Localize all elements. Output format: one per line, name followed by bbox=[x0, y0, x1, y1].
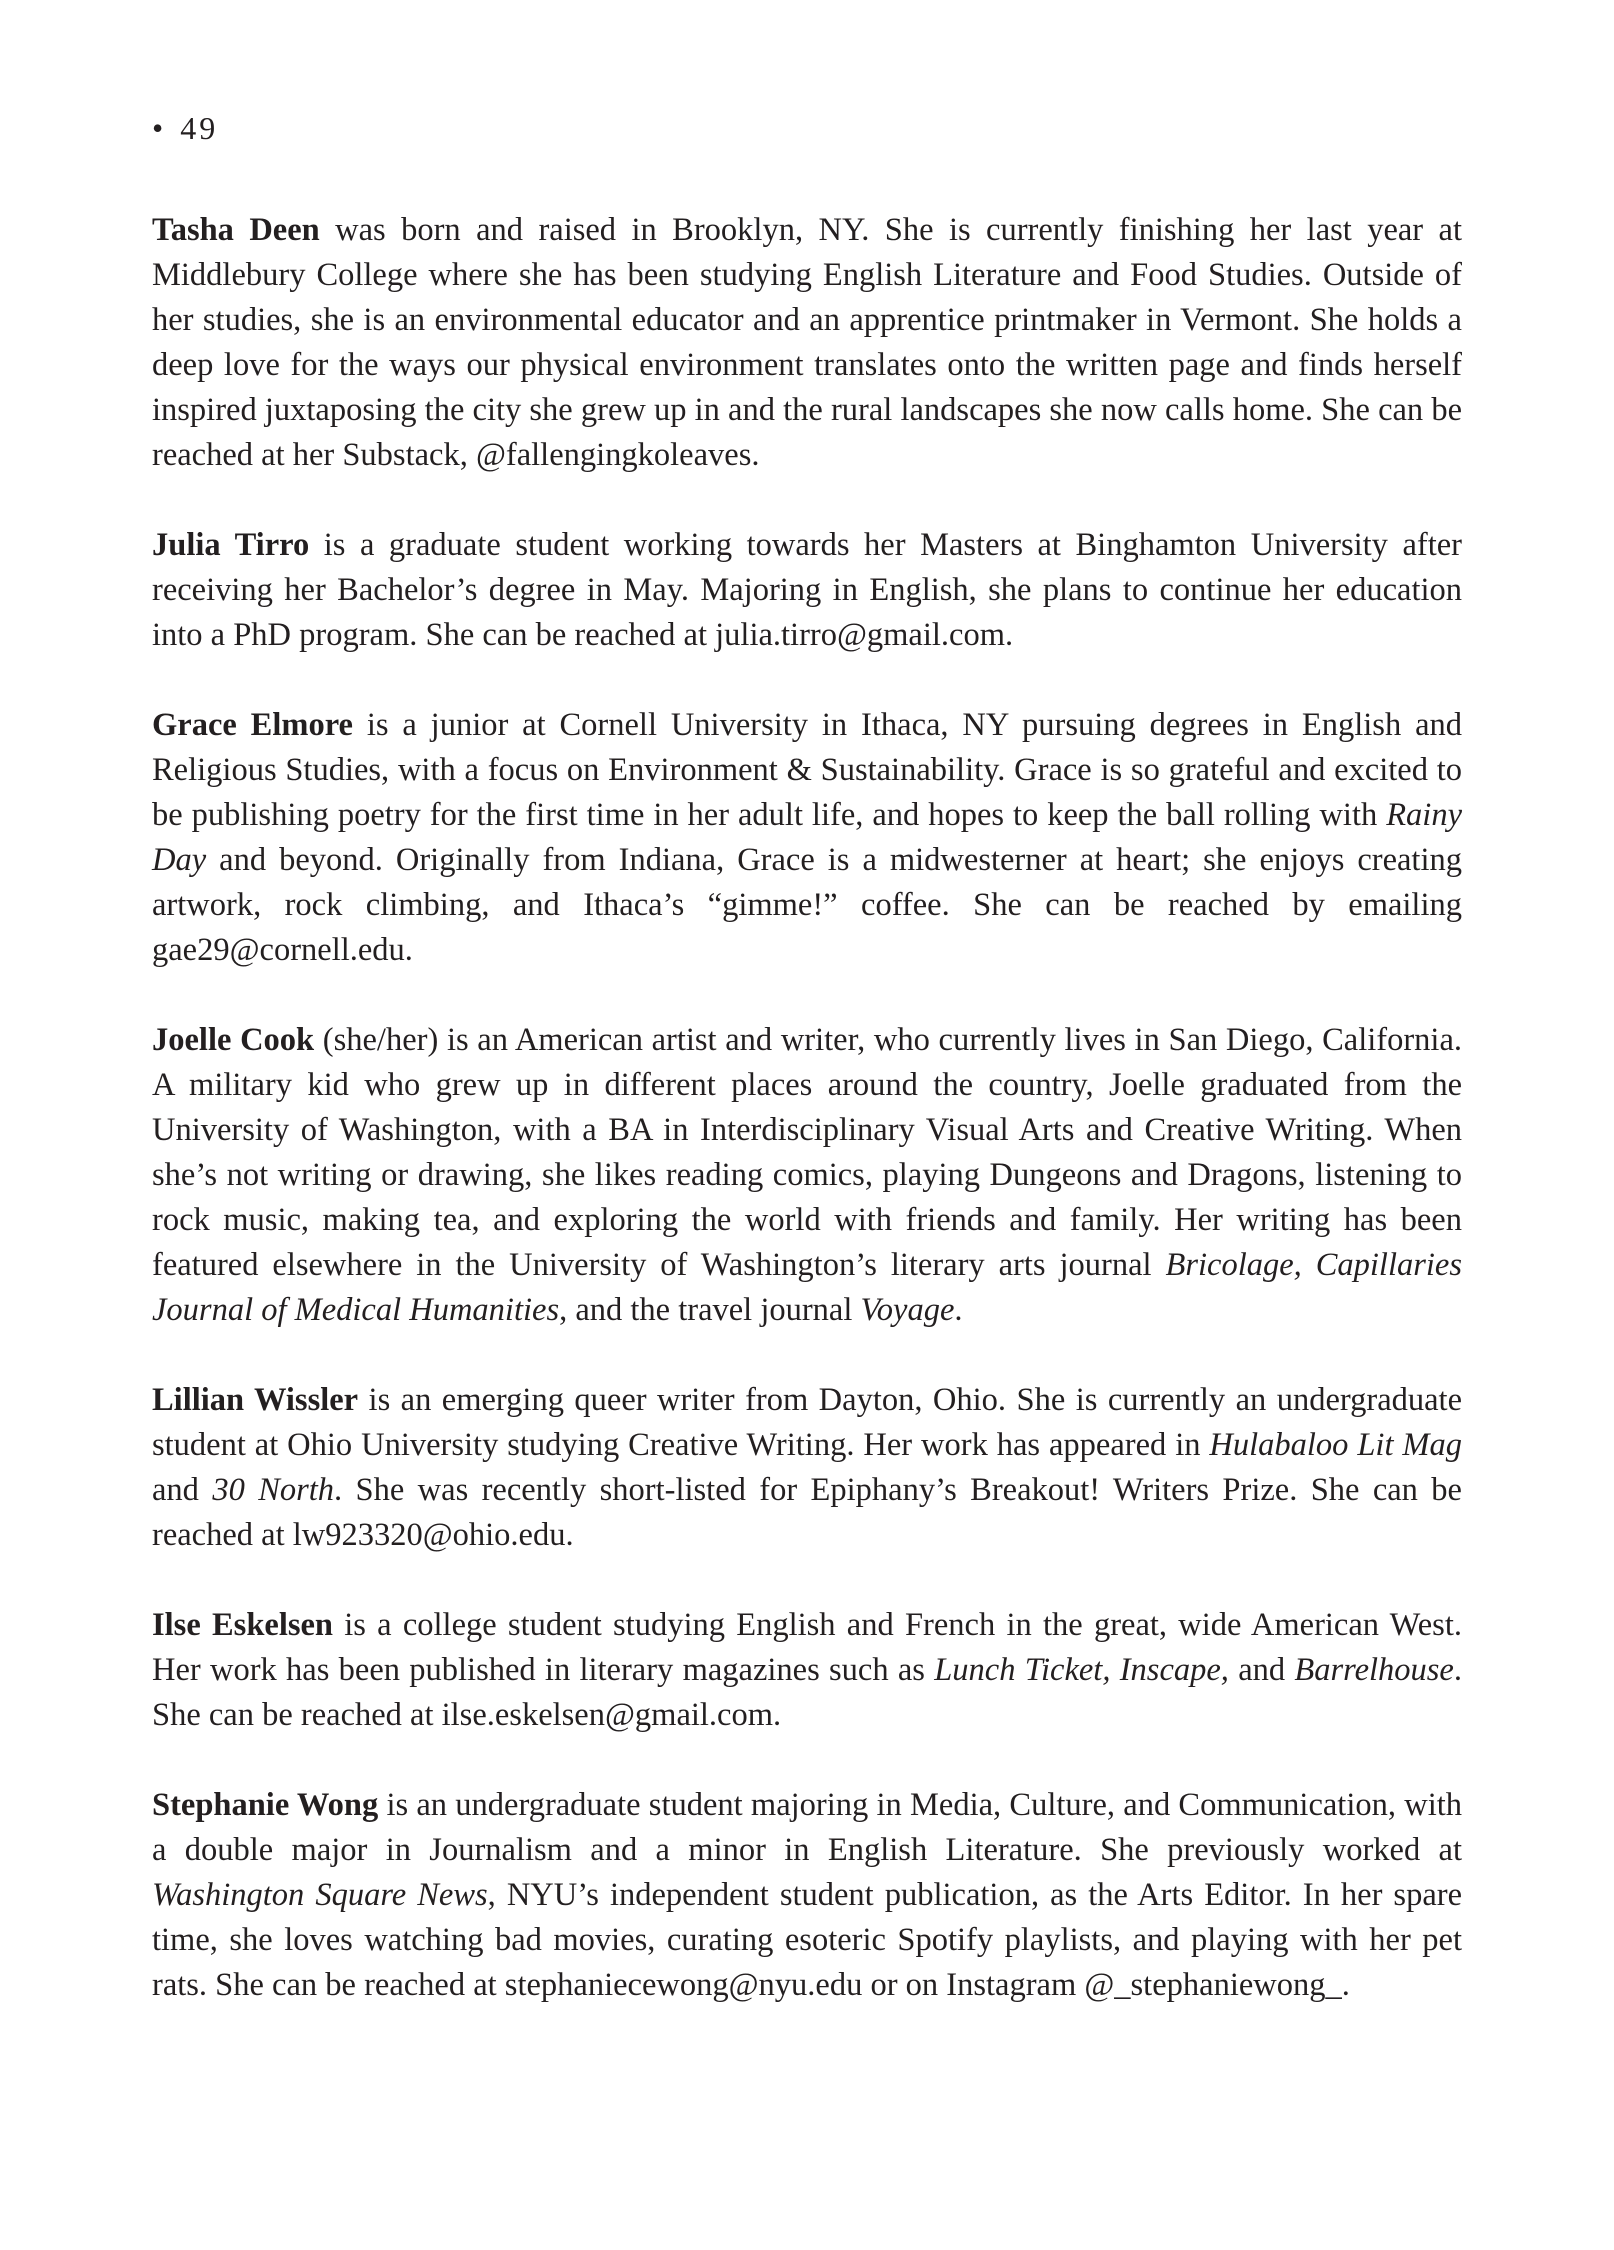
bio-name: Julia Tirro bbox=[152, 527, 310, 563]
bio-name: Tasha Deen bbox=[152, 212, 320, 248]
bio-joelle-cook bbox=[152, 1018, 1462, 1333]
bio-italic-title: Bricolage, Capillaries Journal of Medical Humanities bbox=[152, 1247, 1462, 1328]
bio-lillian-wissler bbox=[152, 1378, 1462, 1558]
bio-text: , NYU’s independent student publication, as the Arts Editor. In her spare time, she loves watching bad movies, curating esoteric Spotify playlists, and playing with her pet rats. She can be reached at stephaniecewong@nyu.edu or on Instagram @_stephaniewong_. bbox=[152, 1877, 1463, 2003]
bio-tasha-deen bbox=[152, 208, 1462, 478]
bio-text: . bbox=[954, 1292, 963, 1328]
bio-text: and beyond. Originally from Indiana, Grace is a midwesterner at heart; she enjoys creating artwork, rock climbing, and Ithaca’s “gimme!” coffee. She can be reached by emailing gae29@cornell.edu. bbox=[152, 842, 1462, 968]
bio-text: is an undergraduate student majoring in Media, Culture, and Communication, with a double major in Journalism and a minor in English Literature. She previously worked at bbox=[152, 1787, 1463, 1868]
bio-italic-title: 30 North bbox=[212, 1472, 335, 1508]
bio-grace-elmore bbox=[152, 703, 1462, 973]
bio-text: was born and raised in Brooklyn, NY. She is currently finishing her last year at Middlebury College where she has been studying English Literature and Food Studies. Outside of her studies, she is an environmental educator and an apprentice printmaker in Vermont. She holds a deep love for the ways our physical environment translates onto the written page and finds herself inspired juxtaposing the city she grew up in and the rural landscapes she now calls home. She can be reached at her Substack, @fallengingkoleaves. bbox=[152, 212, 1463, 473]
bio-julia-tirro bbox=[152, 523, 1462, 658]
bio-name: Stephanie Wong bbox=[152, 1787, 379, 1823]
bio-italic-title: Voyage bbox=[860, 1292, 955, 1328]
bio-text: is an emerging queer writer from Dayton, Ohio. She is currently an undergraduate student at Ohio University studying Creative Writing. Her work has appeared in bbox=[152, 1382, 1462, 1463]
bio-italic-title: Rainy Day bbox=[152, 797, 1462, 878]
bio-text: is a college student studying English and French in the great, wide American West. Her work has been published in literary magazines such as bbox=[152, 1607, 1462, 1688]
bio-name: Grace Elmore bbox=[152, 707, 353, 743]
page-number-value: 49 bbox=[180, 110, 219, 146]
bio-ilse-eskelsen bbox=[152, 1603, 1462, 1738]
bio-text: is a graduate student working towards her Masters at Binghamton University after receiving her Bachelor’s degree in May. Majoring in English, she plans to continue her education into a PhD program. She can be reached at julia.tirro@gmail.com. bbox=[152, 527, 1462, 653]
bio-italic-title: Barrelhouse bbox=[1294, 1652, 1454, 1688]
bio-stephanie-wong bbox=[152, 1783, 1462, 2008]
bio-italic-title: Lunch Ticket, Inscape, bbox=[934, 1652, 1229, 1688]
bio-text: and bbox=[1228, 1652, 1295, 1688]
bio-text: , and the travel journal bbox=[559, 1292, 861, 1328]
bio-text: is a junior at Cornell University in Ithaca, NY pursuing degrees in English and Religious Studies, with a focus on Environment & Sustainability. Grace is so grateful and excited to be publishing poetry for the first time in her adult life, and hopes to keep the ball rolling with bbox=[152, 707, 1462, 833]
bio-name: Ilse Eskelsen bbox=[152, 1607, 333, 1643]
bio-italic-title: Hulabaloo Lit Mag bbox=[1209, 1427, 1462, 1463]
bullet-icon: • bbox=[152, 110, 167, 146]
bio-text: . She can be reached at ilse.eskelsen@gmail.com. bbox=[152, 1652, 1462, 1733]
page-number bbox=[152, 108, 218, 148]
bio-text: . She was recently short-listed for Epiphany’s Breakout! Writers Prize. She can be reached at lw923320@ohio.edu. bbox=[152, 1472, 1462, 1553]
bio-text: and bbox=[152, 1472, 213, 1508]
bio-name: Lillian Wissler bbox=[152, 1382, 359, 1418]
bio-text: (she/her) is an American artist and writer, who currently lives in San Diego, California. A military kid who grew up in different places around the country, Joelle graduated from the University of Washington, with a BA in Interdisciplinary Visual Arts and Creative Writing. When she’s not writing or drawing, she likes reading comics, playing Dungeons and Dragons, listening to rock music, making tea, and exploring the world with friends and family. Her writing has been featured elsewhere in the University of Washington’s literary arts journal bbox=[152, 1022, 1462, 1283]
bio-name: Joelle Cook bbox=[152, 1022, 315, 1058]
contributor-bios bbox=[152, 208, 1462, 2053]
bio-italic-title: Washington Square News bbox=[152, 1877, 488, 1913]
